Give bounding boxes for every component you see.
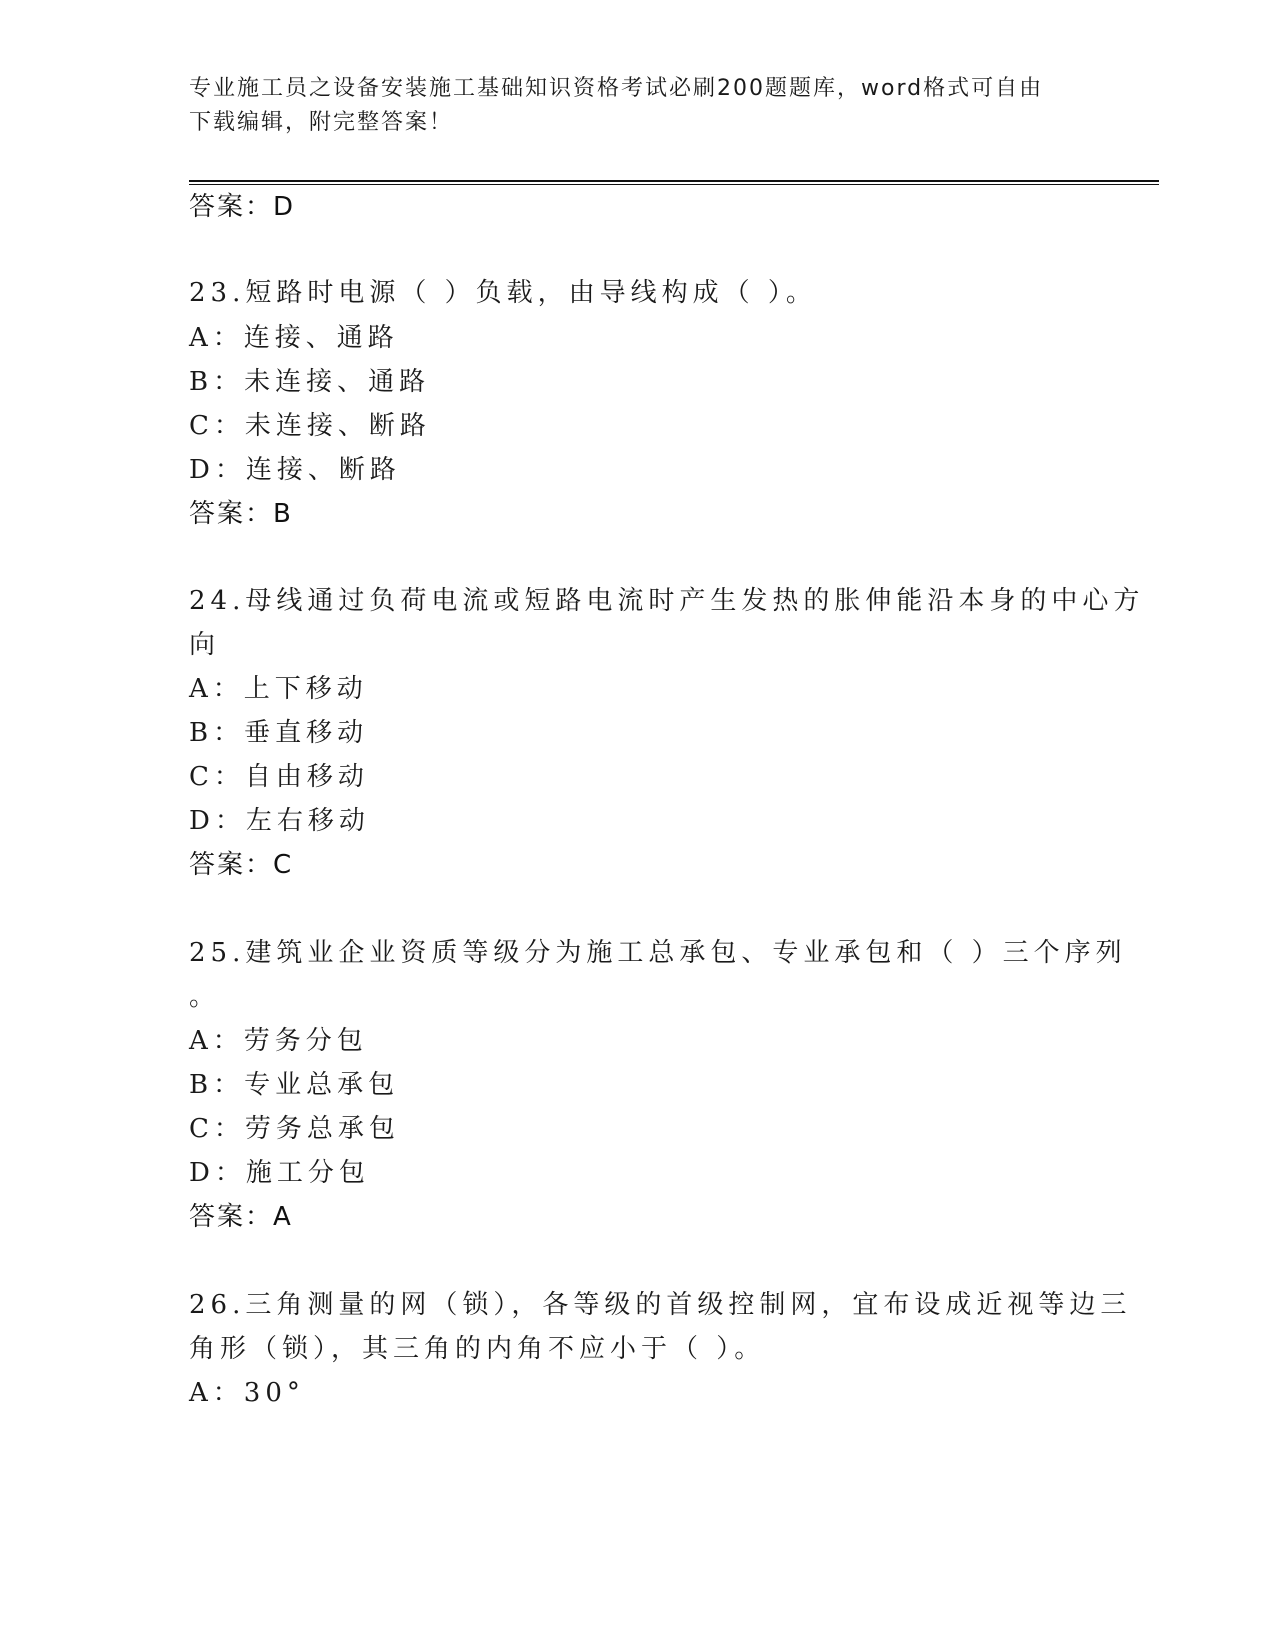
header-rule-thin <box>189 184 1159 185</box>
question-25-answer: 答案：A <box>189 1202 293 1232</box>
prev-answer: 答案：D <box>189 192 296 222</box>
question-26-text-cont: 角形（锁），其三角的内角不应小于（ ）。 <box>189 1334 766 1364</box>
question-25-text-cont: 。 <box>189 982 221 1012</box>
question-24-text: 24.母线通过负荷电流或短路电流时产生发热的胀伸能沿本身的中心方 <box>189 586 1145 616</box>
question-25-option-b: B：专业总承包 <box>189 1070 400 1100</box>
header-rule <box>189 180 1159 182</box>
question-24-option-c: C：自由移动 <box>189 762 369 792</box>
question-23-text: 23.短路时电源（ ）负载，由导线构成（ ）。 <box>189 278 817 308</box>
question-25-option-d: D：施工分包 <box>189 1158 370 1188</box>
question-26-text: 26.三角测量的网（锁），各等级的首级控制网，宜布设成近视等边三 <box>189 1290 1132 1320</box>
question-23-option-c: C：未连接、断路 <box>189 411 431 441</box>
question-24-option-d: D：左右移动 <box>189 806 370 836</box>
question-23-option-b: B：未连接、通路 <box>189 367 431 397</box>
question-25-option-a: A：劳务分包 <box>189 1026 368 1056</box>
question-23-option-a: A：连接、通路 <box>189 323 399 353</box>
question-25-option-c: C：劳务总承包 <box>189 1114 400 1144</box>
question-24-answer: 答案：C <box>189 850 294 880</box>
document-header <box>189 72 1069 140</box>
header-line-1: 专业施工员之设备安装施工基础知识资格考试必刷200题题库，word格式可自由 <box>189 76 1044 101</box>
header-line-2: 下载编辑，附完整答案！ <box>189 110 454 135</box>
question-24-text-cont: 向 <box>189 630 221 660</box>
question-25-text: 25.建筑业企业资质等级分为施工总承包、专业承包和（ ）三个序列 <box>189 938 1127 968</box>
question-24-option-b: B：垂直移动 <box>189 718 369 748</box>
question-23-answer: 答案：B <box>189 499 293 529</box>
question-26-option-a: A：30° <box>189 1378 305 1408</box>
question-23-option-d: D：连接、断路 <box>189 455 401 485</box>
question-24-option-a: A：上下移动 <box>189 674 368 704</box>
